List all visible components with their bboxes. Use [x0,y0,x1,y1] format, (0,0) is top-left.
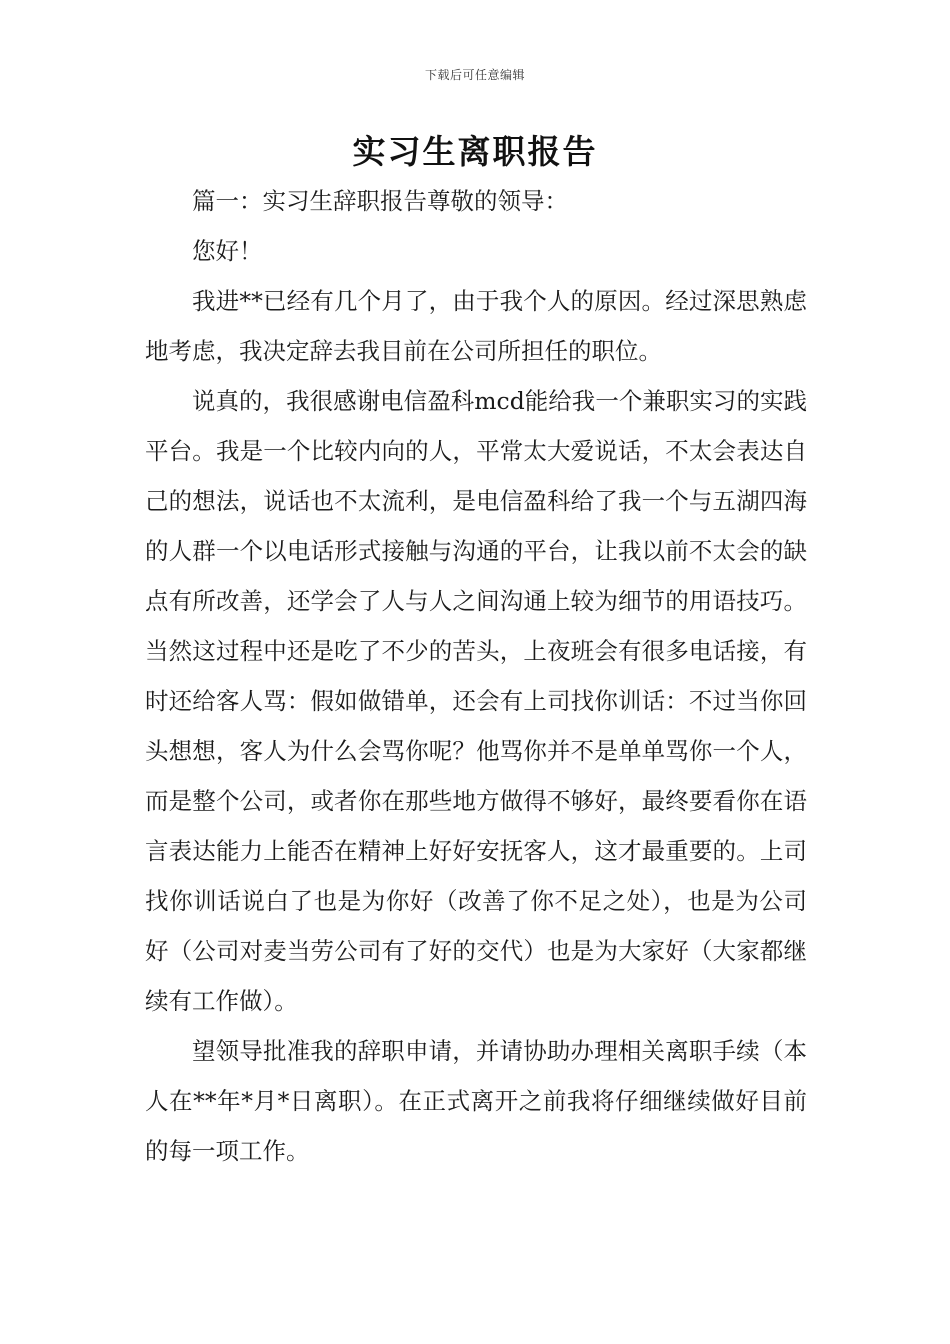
body-paragraph: 望领导批准我的辞职申请，并请协助办理相关离职手续（本人在**年*月*日离职）。在正式离开之前我将仔细继续做好目前的每一项工作。 [145,1037,807,1165]
salutation-line: 篇一：实习生辞职报告尊敬的领导： [192,187,568,215]
header-note: 下载后可任意编辑 [424,68,525,82]
greeting-line: 您好！ [192,237,263,265]
body-paragraph: 说真的，我很感谢电信盈科mcd能给我一个兼职实习的实践平台。我是一个比较内向的人，平常太大爱说话，不太会表达自己的想法，说话也不太流利，是电信盈科给了我一个与五湖四海的人群一个以电话形式接触与沟通的平台，让我以前不太会的缺点有所改善，还学会了人与人之间沟通上较为细节的用语技巧。当然这过程中还是吃了不少的苦头，上夜班会有很多电话接，有时还给客人骂：假如做错单，还会有上司找你训话：不过当你回头想想，客人为什么会骂你呢？他骂你并不是单单骂你一个人，而是整个公司，或者你在那些地方做得不够好，最终要看你在语言表达能力上能否在精神上好好安抚客人，这才最重要的。上司找你训话说白了也是为你好（改善了你不足之处），也是为公司好（公司对麦当劳公司有了好的交代）也是为大家好（大家都继续有工作做）。 [145,387,807,1015]
body-paragraph: 我进**已经有几个月了，由于我个人的原因。经过深思熟虑地考虑，我决定辞去我目前在公司所担任的职位。 [145,287,807,365]
document-body [145,176,807,1176]
document-title: 实习生离职报告 [352,132,598,171]
